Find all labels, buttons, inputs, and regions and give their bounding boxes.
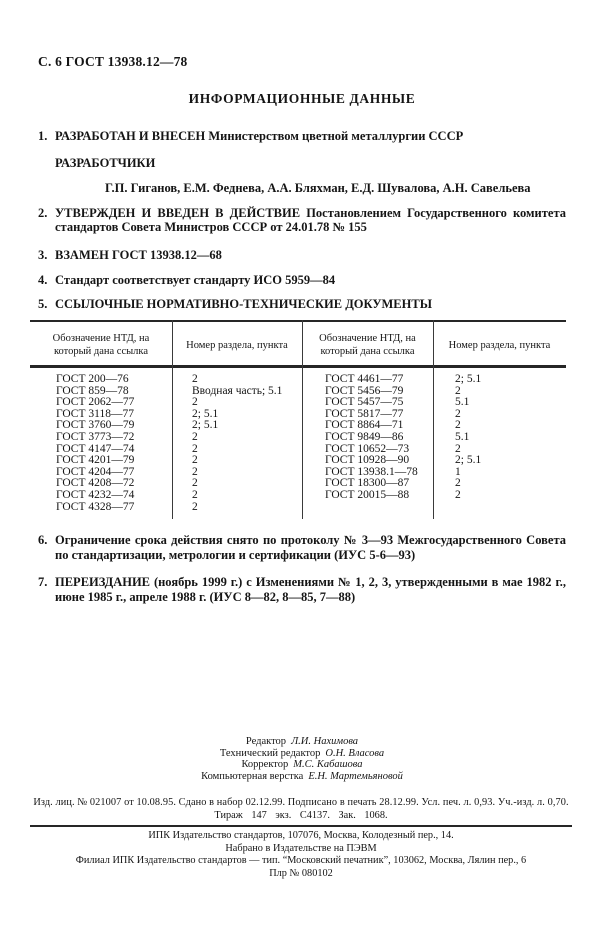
ref-section-number: 2: [192, 477, 198, 490]
ref-section-number: 2: [192, 454, 198, 467]
table-header-row: [30, 320, 566, 368]
ref-standard-designation: ГОСТ 4204—77: [56, 465, 135, 478]
item-number: 3.: [38, 247, 48, 262]
table-column-divider: [433, 320, 434, 519]
credit-role: Корректор: [241, 759, 289, 770]
item-number: 1.: [38, 129, 48, 143]
item-number: 2.: [38, 205, 48, 220]
ref-standard-designation: ГОСТ 2062—77: [56, 396, 135, 409]
ref-section-number: 2; 5.1: [192, 419, 219, 432]
column-header: Обозначение НТД, на который дана ссылка: [52, 333, 150, 357]
developers-names: Г.П. Гиганов, Е.М. Феднева, А.А. Бляхман, Е.Д. Шувалова, А.Н. Савельева: [105, 180, 531, 195]
ref-standard-designation: ГОСТ 200—76: [56, 373, 129, 385]
table-top-border: [30, 320, 566, 322]
credit-line: [38, 748, 566, 760]
ref-section-number: 2: [192, 465, 198, 478]
credit-role: Компьютерная верстка: [201, 770, 304, 782]
ref-section-number: 2: [455, 442, 461, 455]
ref-section-number: 2: [455, 419, 461, 432]
ref-standard-designation: ГОСТ 5817—77: [325, 407, 404, 420]
item-4-iso-conformance: [38, 273, 566, 288]
ref-standard-designation: ГОСТ 859—78: [56, 384, 129, 397]
ref-section-number: 2: [192, 442, 198, 455]
ref-section-number: 2: [455, 477, 461, 490]
ref-standard-designation: ГОСТ 18300—87: [325, 477, 410, 490]
imprint-branch-line: Филиал ИПК Издательство стандартов — тип. “Московский печатник”, 103062, Москва, Лялин пер., 6: [75, 855, 527, 866]
credit-name: Л.И. Нахимова: [291, 736, 359, 747]
ref-section-number: 2: [192, 488, 198, 501]
ref-section-number: 2: [192, 396, 198, 409]
item-number: 7.: [38, 575, 48, 589]
item-text: РАЗРАБОТАН И ВНЕСЕН Министерством цветной металлургии СССР: [55, 129, 464, 143]
ref-standard-designation: ГОСТ 3773—72: [56, 430, 135, 443]
table-header-separator: [30, 365, 566, 368]
item-2-approved: [38, 206, 566, 235]
page-header: С. 6 ГОСТ 13938.12—78: [38, 54, 188, 69]
ref-section-number: 2: [455, 407, 461, 420]
ref-section-number: 2; 5.1: [455, 373, 482, 385]
item-7-reissue-note: [38, 575, 566, 604]
credit-line: [38, 759, 566, 771]
ref-standard-designation: ГОСТ 3760—79: [56, 419, 135, 432]
item-number: 5.: [38, 296, 48, 311]
imprint-plr-line: Плр № 080102: [269, 867, 333, 879]
column-header: Номер раздела, пункта: [448, 339, 551, 351]
credit-line: [38, 771, 566, 783]
item-text: Стандарт соответствует стандарту ИСО 5959—84: [55, 273, 336, 287]
ref-standard-designation: ГОСТ 3118—77: [56, 407, 134, 420]
ref-section-number: 2; 5.1: [455, 454, 482, 467]
item-text: ССЫЛОЧНЫЕ НОРМАТИВНО-ТЕХНИЧЕСКИЕ ДОКУМЕНТЫ: [55, 296, 432, 311]
imprint-print-run-line: Тираж 147 экз. С4137. Зак. 1068.: [214, 810, 388, 821]
column-header: Номер раздела, пункта: [186, 339, 288, 351]
item-6-validity-note: [38, 533, 566, 562]
ref-standard-designation: ГОСТ 5456—79: [325, 384, 404, 397]
credit-name: О.Н. Власова: [325, 747, 385, 759]
ref-standard-designation: ГОСТ 9849—86: [325, 430, 404, 443]
ref-section-number: [433, 502, 566, 514]
table-column-divider: [302, 320, 303, 519]
ref-section-number: 5.1: [455, 430, 470, 443]
item-number: 4.: [38, 273, 48, 287]
item-text: УТВЕРЖДЕН И ВВЕДЕН В ДЕЙСТВИЕ Постановлением Государственного комитета стандартов Совета Министров СССР от 24.01.78 № 155: [55, 205, 566, 234]
page-title: ИНФОРМАЦИОННЫЕ ДАННЫЕ: [188, 91, 416, 106]
ref-section-number: 1: [455, 465, 461, 478]
ref-standard-designation: ГОСТ 13938.1—78: [325, 465, 418, 478]
item-text: Ограничение срока действия снято по протоколу № 3—93 Межгосударственного Совета по стандартизации, метрологии и сертификации (ИУС 5-6—93): [55, 533, 566, 562]
imprint-publisher-line: ИПК Издательство стандартов, 107076, Москва, Колодезный пер., 14.: [148, 830, 454, 841]
ref-standard-designation: ГОСТ 4232—74: [56, 488, 135, 501]
credit-name: М.С. Кабашова: [293, 759, 363, 770]
ref-section-number: 5.1: [455, 396, 470, 409]
credit-role: Технический редактор: [219, 747, 321, 759]
ref-standard-designation: ГОСТ 4461—77: [325, 373, 404, 385]
item-1-developed-by: [38, 129, 566, 144]
imprint-license-line: Изд. лиц. № 021007 от 10.08.95. Сдано в набор 02.12.99. Подписано в печать 28.12.99. Усл. печ. л. 0,93. Уч.-изд. л. 0,70.: [33, 797, 569, 808]
ref-standard-designation: ГОСТ 5457—75: [325, 396, 404, 409]
ref-section-number: Вводная часть; 5.1: [192, 384, 283, 397]
table-body: [30, 368, 566, 513]
ref-standard-designation: ГОСТ 4208—72: [56, 477, 135, 490]
ref-standard-designation: ГОСТ 4328—77: [56, 500, 135, 513]
item-3-replaces: [38, 248, 566, 263]
item-5-reference-documents-heading: [38, 297, 566, 312]
ref-section-number: 2: [192, 500, 198, 513]
ref-standard-designation: ГОСТ 10928—90: [325, 454, 410, 467]
credit-line: [38, 736, 566, 748]
ref-section-number: 2: [192, 430, 198, 443]
imprint-typeset-line: Набрано в Издательстве на ПЭВМ: [225, 842, 377, 854]
table-column-divider: [172, 320, 173, 519]
developers-label: РАЗРАБОТЧИКИ: [55, 155, 156, 170]
references-table: [30, 320, 566, 519]
item-text: ВЗАМЕН ГОСТ 13938.12—68: [55, 247, 222, 262]
ref-section-number: 2: [192, 373, 198, 385]
ref-standard-designation: ГОСТ 10652—73: [325, 442, 410, 455]
imprint-divider: [30, 825, 572, 827]
imprint-block: [30, 797, 572, 880]
item-text: ПЕРЕИЗДАНИЕ (ноябрь 1999 г.) с Изменениями № 1, 2, 3, утвержденными в мае 1982 г., июне 1985 г., апреле 1988 г. (ИУС 8—82, 8—85, 7—88): [55, 575, 566, 604]
credit-name: Е.Н. Мартемьяновой: [308, 770, 403, 782]
ref-section-number: 2: [455, 384, 461, 397]
ref-standard-designation: [302, 502, 433, 514]
ref-section-number: 2: [455, 488, 461, 501]
ref-standard-designation: ГОСТ 4201—79: [56, 454, 135, 467]
column-header: Обозначение НТД, на который дана ссылка: [319, 333, 416, 357]
credits-block: [38, 736, 566, 782]
ref-standard-designation: ГОСТ 20015—88: [325, 488, 410, 501]
ref-standard-designation: ГОСТ 4147—74: [56, 442, 135, 455]
ref-section-number: 2; 5.1: [192, 407, 219, 420]
credit-role: Редактор: [245, 736, 287, 747]
ref-standard-designation: ГОСТ 8864—71: [325, 419, 404, 432]
item-number: 6.: [38, 533, 48, 547]
